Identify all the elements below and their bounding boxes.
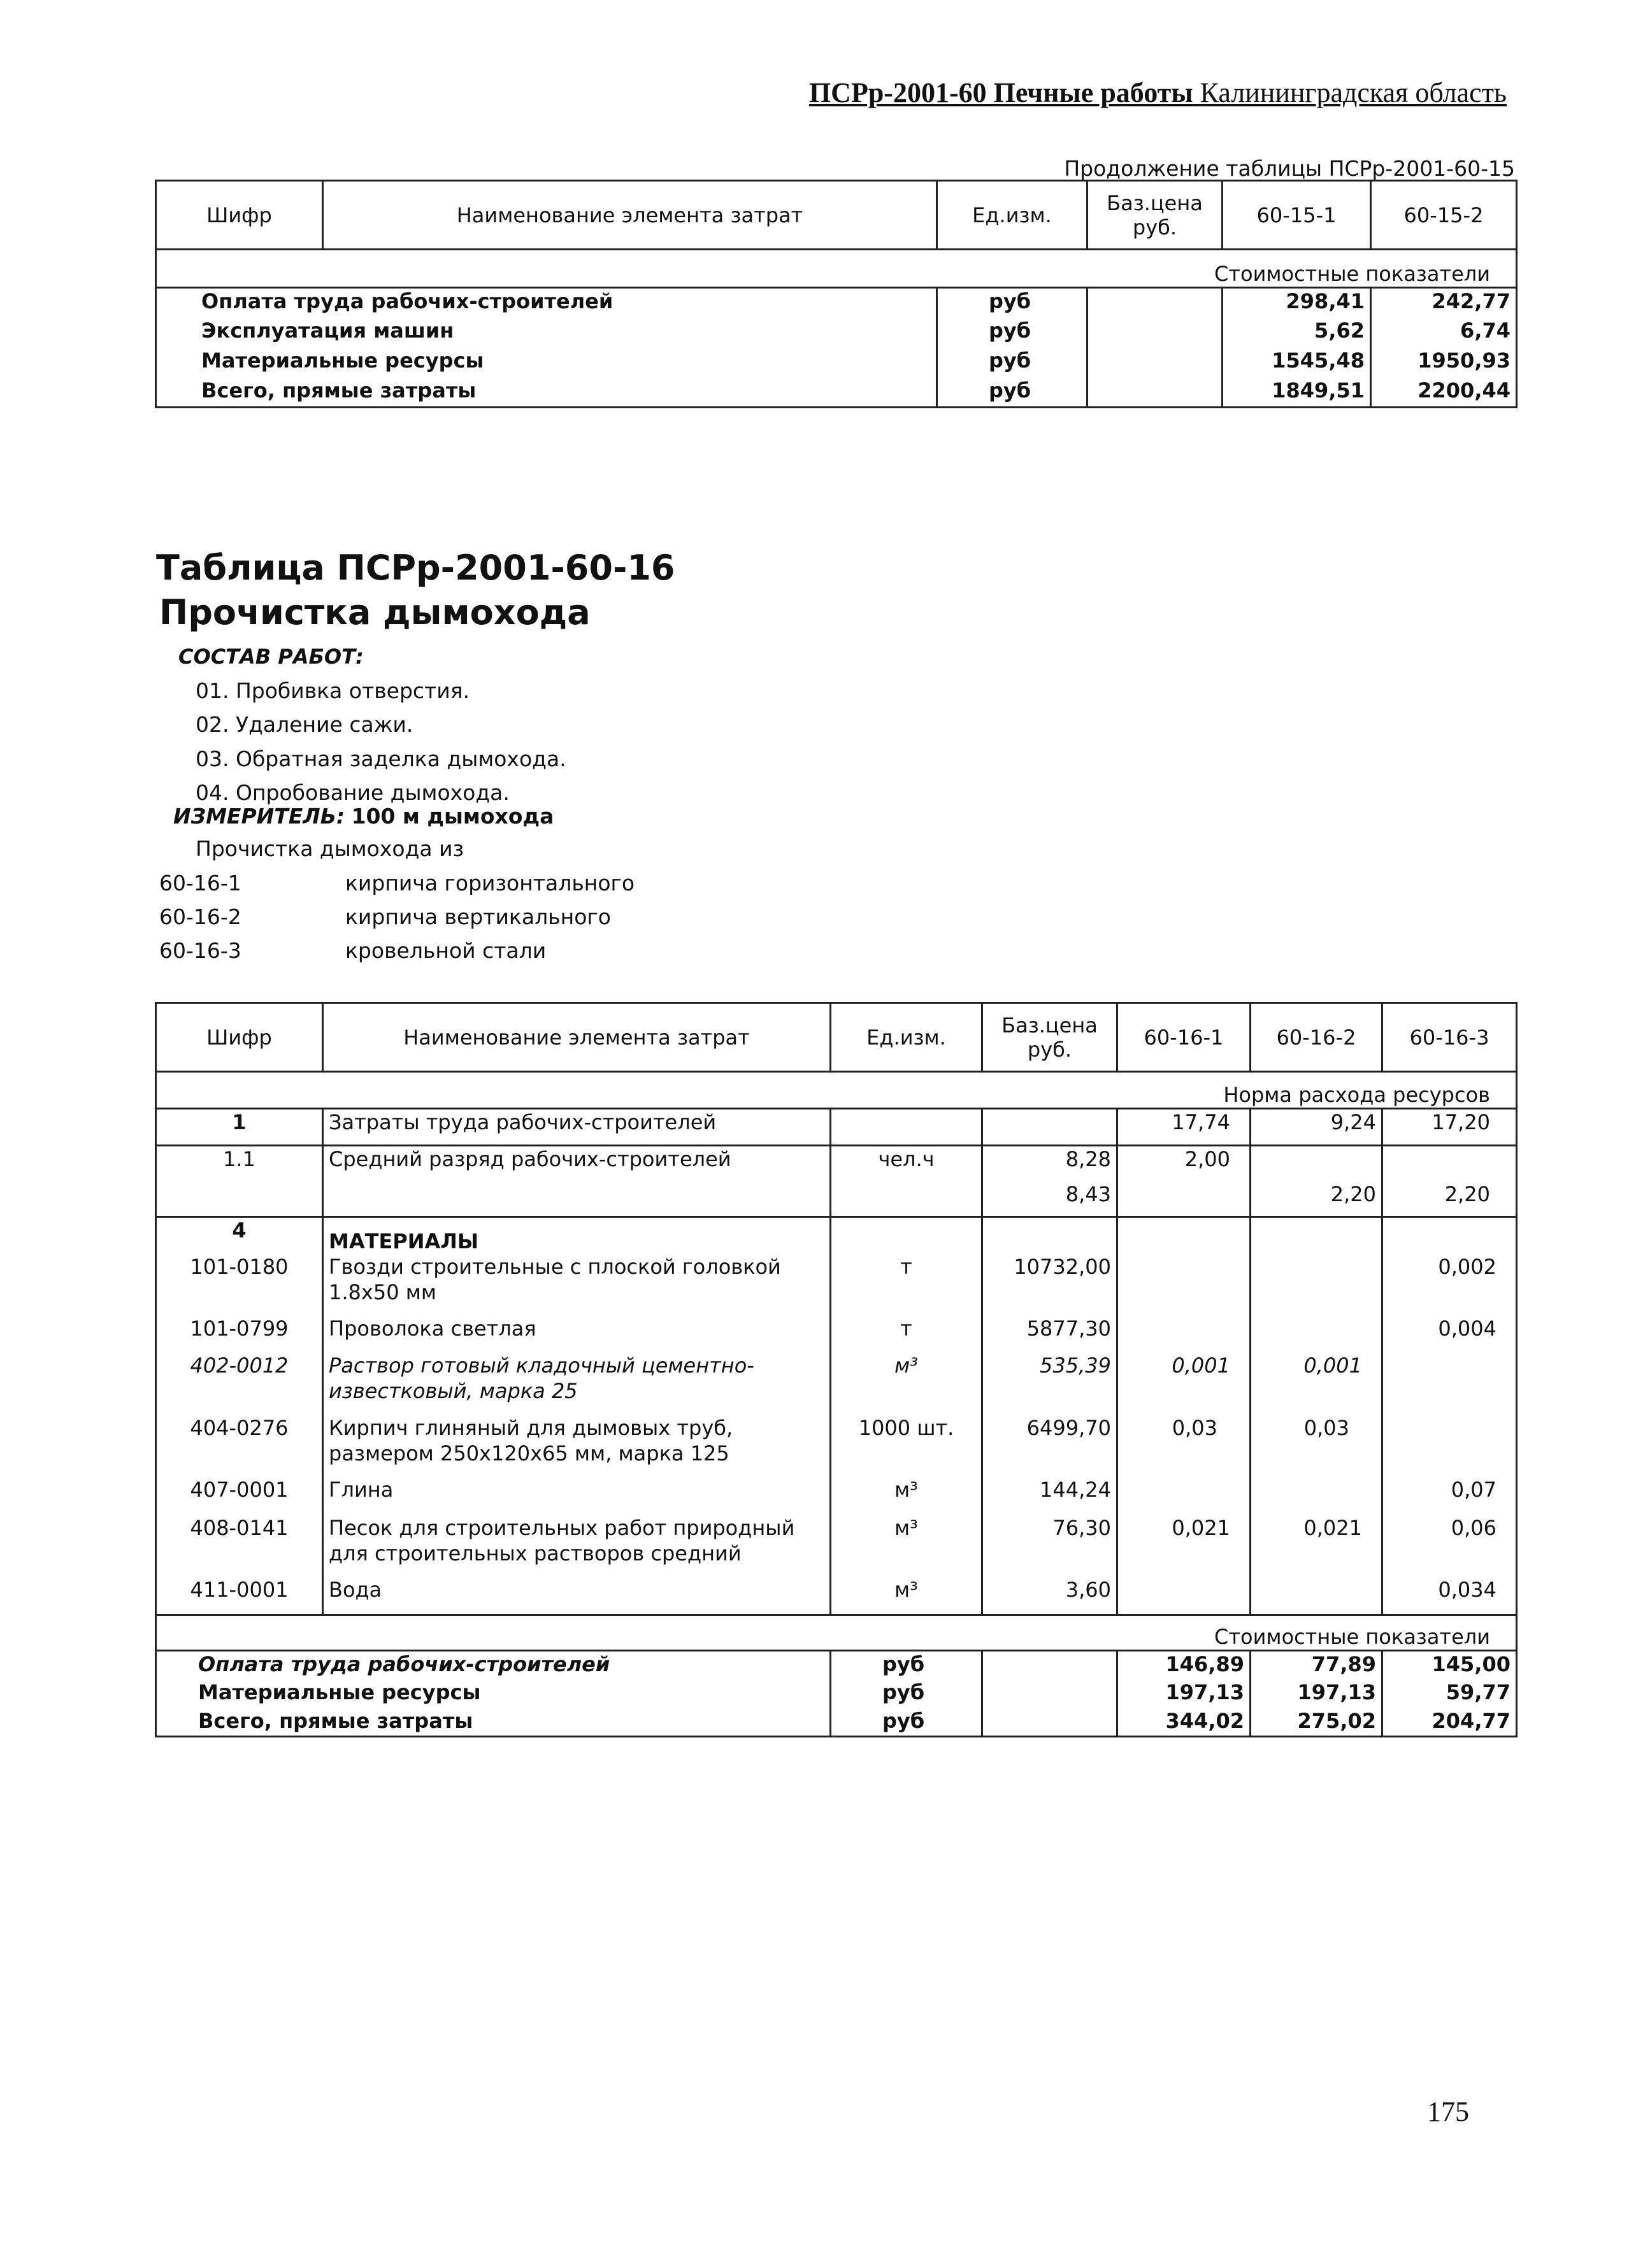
total-c3: 59,77 bbox=[1382, 1680, 1517, 1708]
row-unit: м³ bbox=[831, 1477, 982, 1515]
row-price: 3,60 bbox=[982, 1577, 1117, 1615]
row-code: 402-0012 bbox=[156, 1353, 323, 1415]
table-subtitle: Прочистка дымохода bbox=[159, 592, 591, 632]
row-c1: 5,62 bbox=[1223, 318, 1371, 348]
col-header-unit: Ед.изм. bbox=[937, 181, 1087, 250]
row-price: 76,30 bbox=[982, 1515, 1117, 1577]
work-operation: 01. Пробивка отверстия. bbox=[196, 678, 470, 703]
row-price: 10732,00 bbox=[982, 1254, 1117, 1316]
table-row bbox=[156, 1415, 1517, 1477]
row-price bbox=[982, 1109, 1117, 1146]
row-c3: 0,07 bbox=[1382, 1477, 1517, 1515]
total-name: Материальные ресурсы bbox=[156, 1680, 831, 1708]
variant-code: 60-16-3 bbox=[159, 938, 241, 963]
col-header-unit: Ед.изм. bbox=[831, 1003, 982, 1072]
row-name: МАТЕРИАЛЫ bbox=[323, 1217, 831, 1254]
total-unit: руб bbox=[831, 1680, 982, 1708]
variant-name: кирпича горизонтального bbox=[345, 871, 635, 895]
table-60-16 bbox=[155, 1002, 1518, 1737]
row-price: 8,43 bbox=[982, 1181, 1117, 1217]
table-row bbox=[156, 288, 1517, 318]
col-header-code: Шифр bbox=[156, 1003, 323, 1072]
total-name: Всего, прямые затраты bbox=[156, 1708, 831, 1737]
row-price: 6499,70 bbox=[982, 1415, 1117, 1477]
total-c1: 146,89 bbox=[1117, 1651, 1251, 1680]
row-code: 411-0001 bbox=[156, 1577, 323, 1615]
row-code: 404-0276 bbox=[156, 1415, 323, 1477]
row-code: 1 bbox=[156, 1109, 323, 1146]
row-name: Гвозди строительные с плоской головкой 1.8x50 мм bbox=[323, 1254, 831, 1316]
section-row bbox=[156, 1072, 1517, 1109]
table-60-15 bbox=[155, 180, 1518, 408]
row-name: Кирпич глиняный для дымовых труб, размером 250x120x65 мм, марка 125 bbox=[323, 1415, 831, 1477]
row-c1: 0,001 bbox=[1117, 1353, 1251, 1415]
header-region: Калининградская область bbox=[1200, 77, 1507, 108]
row-code: 407-0001 bbox=[156, 1477, 323, 1515]
row-name: Материальные ресурсы bbox=[156, 348, 937, 378]
meter-label: ИЗМЕРИТЕЛЬ: bbox=[173, 804, 345, 829]
row-c2: 1950,93 bbox=[1371, 348, 1517, 378]
table-row bbox=[156, 1146, 1517, 1181]
section-row bbox=[156, 1615, 1517, 1651]
table-row bbox=[156, 1577, 1517, 1615]
row-price: 5877,30 bbox=[982, 1316, 1117, 1353]
row-code: 408-0141 bbox=[156, 1515, 323, 1577]
total-c3: 145,00 bbox=[1382, 1651, 1517, 1680]
col-header-price: Баз.цена руб. bbox=[1087, 181, 1223, 250]
table-row bbox=[156, 1217, 1517, 1254]
row-c2: 0,001 bbox=[1251, 1353, 1382, 1415]
meter-line bbox=[173, 804, 554, 829]
header-code-title: ПСРр-2001-60 Печные работы bbox=[808, 77, 1193, 108]
meter-value: 100 м дымохода bbox=[351, 804, 554, 829]
row-unit: т bbox=[831, 1254, 982, 1316]
section-row bbox=[156, 250, 1517, 288]
row-name: Затраты труда рабочих-строителей bbox=[323, 1109, 831, 1146]
variants-intro: Прочистка дымохода из bbox=[196, 836, 464, 861]
table-row bbox=[156, 1708, 1517, 1737]
row-name: Оплата труда рабочих-строителей bbox=[156, 288, 937, 318]
table-row bbox=[156, 1109, 1517, 1146]
section-cost-label: Стоимостные показатели bbox=[156, 1615, 1517, 1651]
table-row bbox=[156, 318, 1517, 348]
row-unit: т bbox=[831, 1316, 982, 1353]
total-c2: 275,02 bbox=[1251, 1708, 1382, 1737]
col-header-price: Баз.цена руб. bbox=[982, 1003, 1117, 1072]
row-c3: 2,20 bbox=[1382, 1181, 1517, 1217]
row-price: 535,39 bbox=[982, 1353, 1117, 1415]
row-c2: 242,77 bbox=[1371, 288, 1517, 318]
row-c1: 298,41 bbox=[1223, 288, 1371, 318]
row-unit: руб bbox=[937, 288, 1087, 318]
page-header bbox=[761, 76, 1507, 109]
work-operation: 02. Удаление сажи. bbox=[196, 712, 413, 737]
row-c3: 0,004 bbox=[1382, 1316, 1517, 1353]
row-name: Песок для строительных работ природный для строительных растворов средний bbox=[323, 1515, 831, 1577]
row-c1: 2,00 bbox=[1117, 1146, 1251, 1181]
table-header-row bbox=[156, 181, 1517, 250]
total-c3: 204,77 bbox=[1382, 1708, 1517, 1737]
table-row bbox=[156, 378, 1517, 408]
total-c1: 197,13 bbox=[1117, 1680, 1251, 1708]
row-unit: руб bbox=[937, 318, 1087, 348]
row-name: Средний разряд рабочих-строителей bbox=[323, 1146, 831, 1181]
row-c2: 0,021 bbox=[1251, 1515, 1382, 1577]
row-c1: 1849,51 bbox=[1223, 378, 1371, 408]
row-name: Вода bbox=[323, 1577, 831, 1615]
continuation-note: Продолжение таблицы ПСРр-2001-60-15 bbox=[1064, 156, 1515, 181]
row-name: Эксплуатация машин bbox=[156, 318, 937, 348]
row-c1: 1545,48 bbox=[1223, 348, 1371, 378]
row-c2: 0,03 bbox=[1251, 1415, 1382, 1477]
row-c2: 2,20 bbox=[1251, 1181, 1382, 1217]
work-composition-label: СОСТАВ РАБОТ: bbox=[178, 645, 364, 669]
row-unit: 1000 шт. bbox=[831, 1415, 982, 1477]
table-header-row bbox=[156, 1003, 1517, 1072]
col-header-c1: 60-15-1 bbox=[1223, 181, 1371, 250]
row-c1: 17,74 bbox=[1117, 1109, 1251, 1146]
variant-code: 60-16-1 bbox=[159, 871, 241, 895]
col-header-name: Наименование элемента затрат bbox=[323, 1003, 831, 1072]
table-row bbox=[156, 1680, 1517, 1708]
row-unit bbox=[831, 1109, 982, 1146]
row-c1: 0,03 bbox=[1117, 1415, 1251, 1477]
page-number: 175 bbox=[1427, 2096, 1469, 2127]
row-price: 8,28 bbox=[982, 1146, 1117, 1181]
row-c2: 6,74 bbox=[1371, 318, 1517, 348]
row-unit: м³ bbox=[831, 1577, 982, 1615]
variant-code: 60-16-2 bbox=[159, 904, 241, 929]
row-unit: руб bbox=[937, 378, 1087, 408]
row-c2: 2200,44 bbox=[1371, 378, 1517, 408]
total-name: Оплата труда рабочих-строителей bbox=[156, 1651, 831, 1680]
row-name: Раствор готовый кладочный цементно-известковый, марка 25 bbox=[323, 1353, 831, 1415]
col-header-c1: 60-16-1 bbox=[1117, 1003, 1251, 1072]
total-c2: 197,13 bbox=[1251, 1680, 1382, 1708]
col-header-code: Шифр bbox=[156, 181, 323, 250]
section-cost-label: Стоимостные показатели bbox=[156, 250, 1517, 288]
table-row bbox=[156, 348, 1517, 378]
row-c2: 9,24 bbox=[1251, 1109, 1382, 1146]
row-name: Глина bbox=[323, 1477, 831, 1515]
row-unit: м³ bbox=[831, 1515, 982, 1577]
table-row bbox=[156, 1651, 1517, 1680]
total-unit: руб bbox=[831, 1708, 982, 1737]
row-unit: чел.ч bbox=[831, 1146, 982, 1181]
row-c3: 17,20 bbox=[1382, 1109, 1517, 1146]
table-row bbox=[156, 1254, 1517, 1316]
section-norm-label: Норма расхода ресурсов bbox=[156, 1072, 1517, 1109]
total-c2: 77,89 bbox=[1251, 1651, 1382, 1680]
variant-name: кирпича вертикального bbox=[345, 904, 611, 929]
total-c1: 344,02 bbox=[1117, 1708, 1251, 1737]
row-c2 bbox=[1251, 1146, 1382, 1181]
table-row bbox=[156, 1316, 1517, 1353]
row-code: 1.1 bbox=[156, 1146, 323, 1181]
col-header-c3: 60-16-3 bbox=[1382, 1003, 1517, 1072]
table-row bbox=[156, 1181, 1517, 1217]
row-c3: 0,06 bbox=[1382, 1515, 1517, 1577]
row-c3: 0,002 bbox=[1382, 1254, 1517, 1316]
col-header-c2: 60-16-2 bbox=[1251, 1003, 1382, 1072]
row-name: Проволока светлая bbox=[323, 1316, 831, 1353]
col-header-c2: 60-15-2 bbox=[1371, 181, 1517, 250]
table-row bbox=[156, 1353, 1517, 1415]
row-unit: руб bbox=[937, 348, 1087, 378]
row-code: 101-0799 bbox=[156, 1316, 323, 1353]
row-c1: 0,021 bbox=[1117, 1515, 1251, 1577]
variant-name: кровельной стали bbox=[345, 938, 547, 963]
row-name: Всего, прямые затраты bbox=[156, 378, 937, 408]
total-unit: руб bbox=[831, 1651, 982, 1680]
work-operation: 03. Обратная заделка дымохода. bbox=[196, 746, 566, 771]
row-price: 144,24 bbox=[982, 1477, 1117, 1515]
table-title: Таблица ПСРр-2001-60-16 bbox=[156, 548, 675, 588]
row-unit: м³ bbox=[831, 1353, 982, 1415]
col-header-name: Наименование элемента затрат bbox=[323, 181, 937, 250]
row-c3 bbox=[1382, 1146, 1517, 1181]
row-c3: 0,034 bbox=[1382, 1577, 1517, 1615]
row-code: 101-0180 bbox=[156, 1254, 323, 1316]
table-row bbox=[156, 1477, 1517, 1515]
row-code: 4 bbox=[156, 1217, 323, 1254]
table-row bbox=[156, 1515, 1517, 1577]
work-operation: 04. Опробование дымохода. bbox=[196, 780, 510, 805]
